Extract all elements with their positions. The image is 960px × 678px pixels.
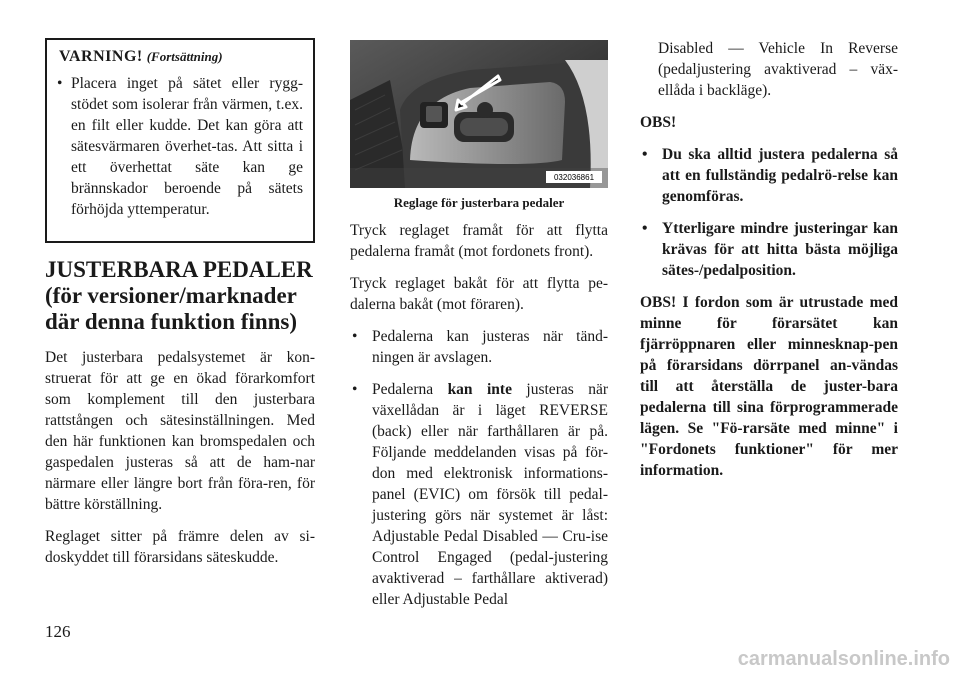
photo-code: 032036861 <box>553 173 595 182</box>
section-paragraph-intro: Det justerbara pedalsystemet är kon-struerat för att ge en ökad förarkomfort som komplement till den justerbara rattstången och sätesinställningen. Med den här funktionen kan bromspedalen och gaspedalen justeras så att de ham-nar närmare eller längre bort från föra-ren, för bättre körställning. <box>45 349 315 513</box>
warning-box <box>45 38 315 243</box>
figure-caption: Reglage för justerbara pedaler <box>393 195 565 210</box>
warning-list <box>59 73 303 220</box>
bullet-bold-text: kan inte <box>447 381 512 398</box>
column-right <box>640 38 898 492</box>
column-middle <box>350 38 608 621</box>
obs-bullet-adjustments: • Ytterligare mindre justeringar kan krävas för att hitta bästa möjliga sätes-/pedalposition. <box>640 218 898 281</box>
continued-message: Disabled — Vehicle In Reverse (pedaljustering avaktiverad – väx-ellåda i backläge). <box>658 40 898 99</box>
warning-continued: (Fortsättning) <box>146 49 223 64</box>
column-left <box>45 38 315 579</box>
pedal-bullet-restriction <box>350 379 608 610</box>
paragraph-back: Tryck reglaget bakåt för att flytta pe-dalerna bakåt (mot föraren). <box>350 275 608 313</box>
warning-heading <box>59 46 303 67</box>
pedal-bullet-ignition: • Pedalerna kan justeras när tänd-ningen är avslagen. <box>350 326 608 368</box>
footer-watermark: carmanualsonline.info <box>737 648 950 670</box>
section-paragraph-location: Reglaget sitter på främre delen av si-doskyddet till förarsidans säteskudde. <box>45 528 315 566</box>
obs-bullet-full-travel: • Du ska alltid justera pedalerna så att en fullständig pedalrö-relse kan genomföras. <box>640 144 898 207</box>
warning-bullet: • Placera inget på sätet eller rygg-stödet som isolerar från värmen, t.ex. en filt eller kudde. Det kan göra att sätesvärmaren överhet-tas. Att sitta i ett överhettat säte kan ge brännskador beroende på sätets förhöjda yttemperatur. <box>59 73 303 220</box>
warning-label: VARNING! <box>59 48 143 65</box>
section-title: JUSTERBARA PEDALER (för versioner/marknader där denna funktion finns) <box>45 257 313 334</box>
pedal-control-photo <box>350 40 608 188</box>
obs-label: OBS! <box>640 114 677 131</box>
page-number: 126 <box>45 622 71 641</box>
pedal-bullets <box>350 326 608 610</box>
bullet-pre-text: Pedalerna <box>372 381 448 398</box>
paragraph-forward: Tryck reglaget framåt för att flytta pedalerna framåt (mot fordonets front). <box>350 222 608 260</box>
obs-memory-paragraph: OBS! I fordon som är utrustade med minne för förarsätet kan fjärröppnaren eller minnesknap-pen på förarsidans dörrpanel an-vändas till att återställa de juster-bara pedalerna till sina förprogrammerade lägen. Se "Fö-rarsäte med minne" i "Fordonets funktioner" för mer information. <box>640 294 898 479</box>
obs-bullets <box>640 144 898 281</box>
bullet-post-text: justeras när växellådan är i läget REVERSE (back) eller när farthållaren är på. Följande meddelanden visas på för-don med elektronisk informations-panel (EVIC) om försök till pedal-justering görs när systemet är låst: Adjustable Pedal Disabled — Cru-ise Control Engaged (pedal-justering avaktiverad – farthållare aktiverad) eller Adjustable Pedal <box>372 381 608 608</box>
